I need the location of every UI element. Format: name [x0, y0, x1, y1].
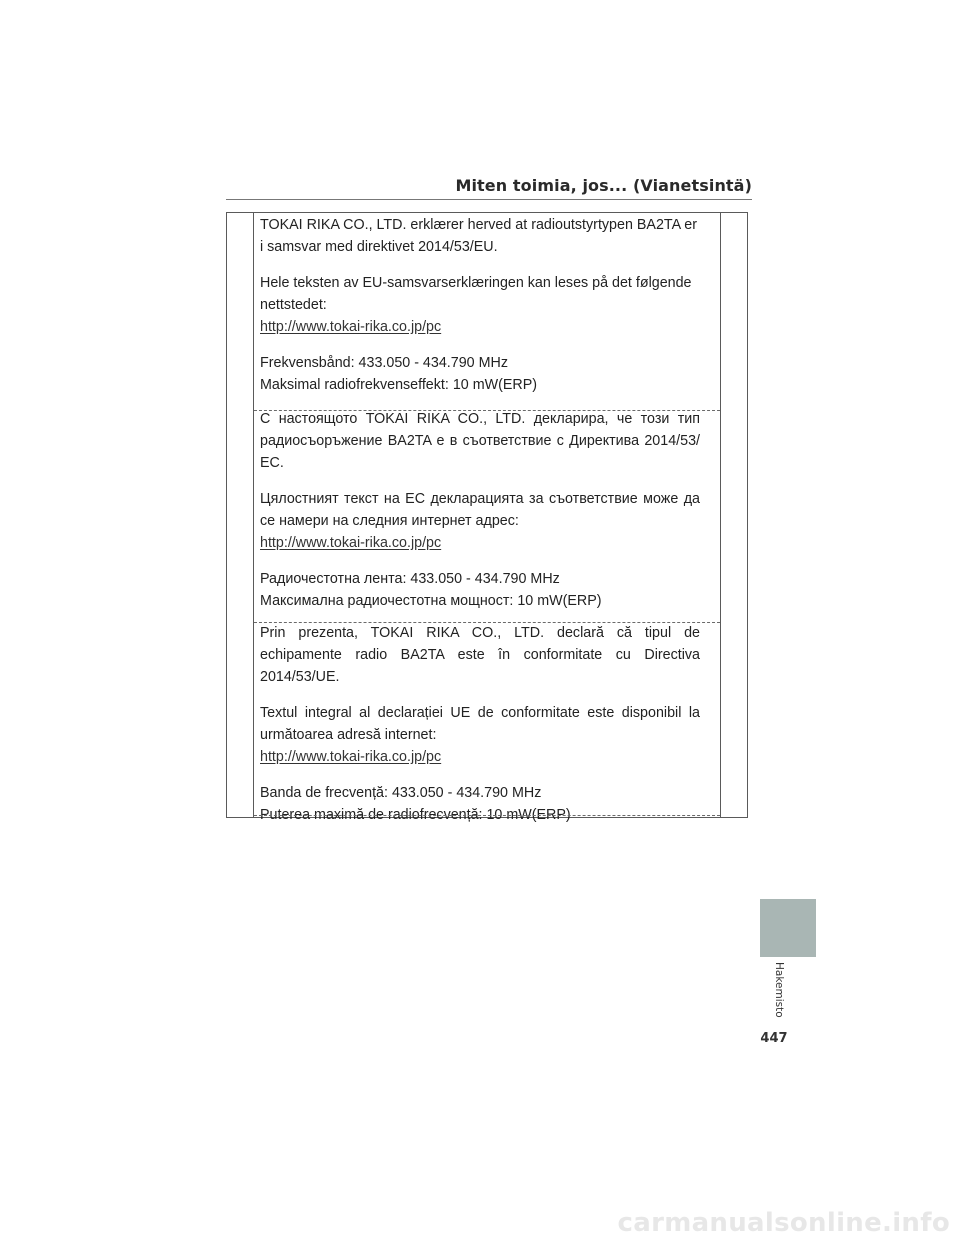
section-separator	[254, 815, 720, 816]
index-side-label: Hakemisto	[773, 962, 785, 1018]
declaration-link[interactable]: http://www.tokai-rika.co.jp/pc	[260, 535, 442, 551]
max-power: Максимална радиочестотна мощност: 10 mW(ERP)	[260, 593, 602, 609]
full-text-notice: Цялостният текст на ЕС декларацията за съответствие може да се намери на следния интернет адрес:	[260, 491, 700, 529]
page-header-title: Miten toimia, jos... (Vianetsintä)	[455, 176, 752, 195]
full-text-notice: Hele teksten av EU-samsvarserklæringen kan leses på det følgende nettstedet:	[260, 275, 692, 313]
conformity-statement: TOKAI RIKA CO., LTD. erklærer herved at radioutstyrtypen BA2TA er i samsvar med direktivet 2014/53/EU.	[260, 217, 698, 255]
full-text-notice: Textul integral al declarației UE de conformitate este disponibil la următoarea adresă internet:	[260, 705, 700, 743]
declaration-section-norwegian	[260, 214, 700, 396]
conformity-statement: С настоящото TOKAI RIKA CO., LTD. декларира, че този тип радиосъоръжение BA2TA е в съответствие с Директива 2014/53/ЕС.	[260, 411, 700, 471]
declaration-section-bulgarian	[260, 408, 700, 612]
frequency-band: Frekvensbånd: 433.050 - 434.790 MHz	[260, 355, 508, 371]
declaration-section-romanian	[260, 622, 700, 826]
max-power: Maksimal radiofrekvenseffekt: 10 mW(ERP)	[260, 377, 538, 393]
max-power: Puterea maximă de radiofrecvență: 10 mW(ERP)	[260, 807, 571, 823]
index-side-tab[interactable]	[760, 899, 816, 957]
frame-inner-right-line	[720, 212, 721, 818]
declaration-link[interactable]: http://www.tokai-rika.co.jp/pc	[260, 749, 442, 765]
conformity-statement: Prin prezenta, TOKAI RIKA CO., LTD. declară că tipul de echipamente radio BA2TA este în conformitate cu Directiva 2014/53/UE.	[260, 625, 700, 685]
frame-inner-left-line	[253, 212, 254, 818]
frequency-band: Banda de frecvență: 433.050 - 434.790 MHz	[260, 785, 542, 801]
watermark: carmanualsonline.info	[617, 1208, 950, 1238]
frequency-band: Радиочестотна лента: 433.050 - 434.790 MHz	[260, 571, 560, 587]
page-number: 447	[760, 1031, 788, 1046]
header-rule	[226, 199, 752, 200]
declaration-link[interactable]: http://www.tokai-rika.co.jp/pc	[260, 319, 442, 335]
